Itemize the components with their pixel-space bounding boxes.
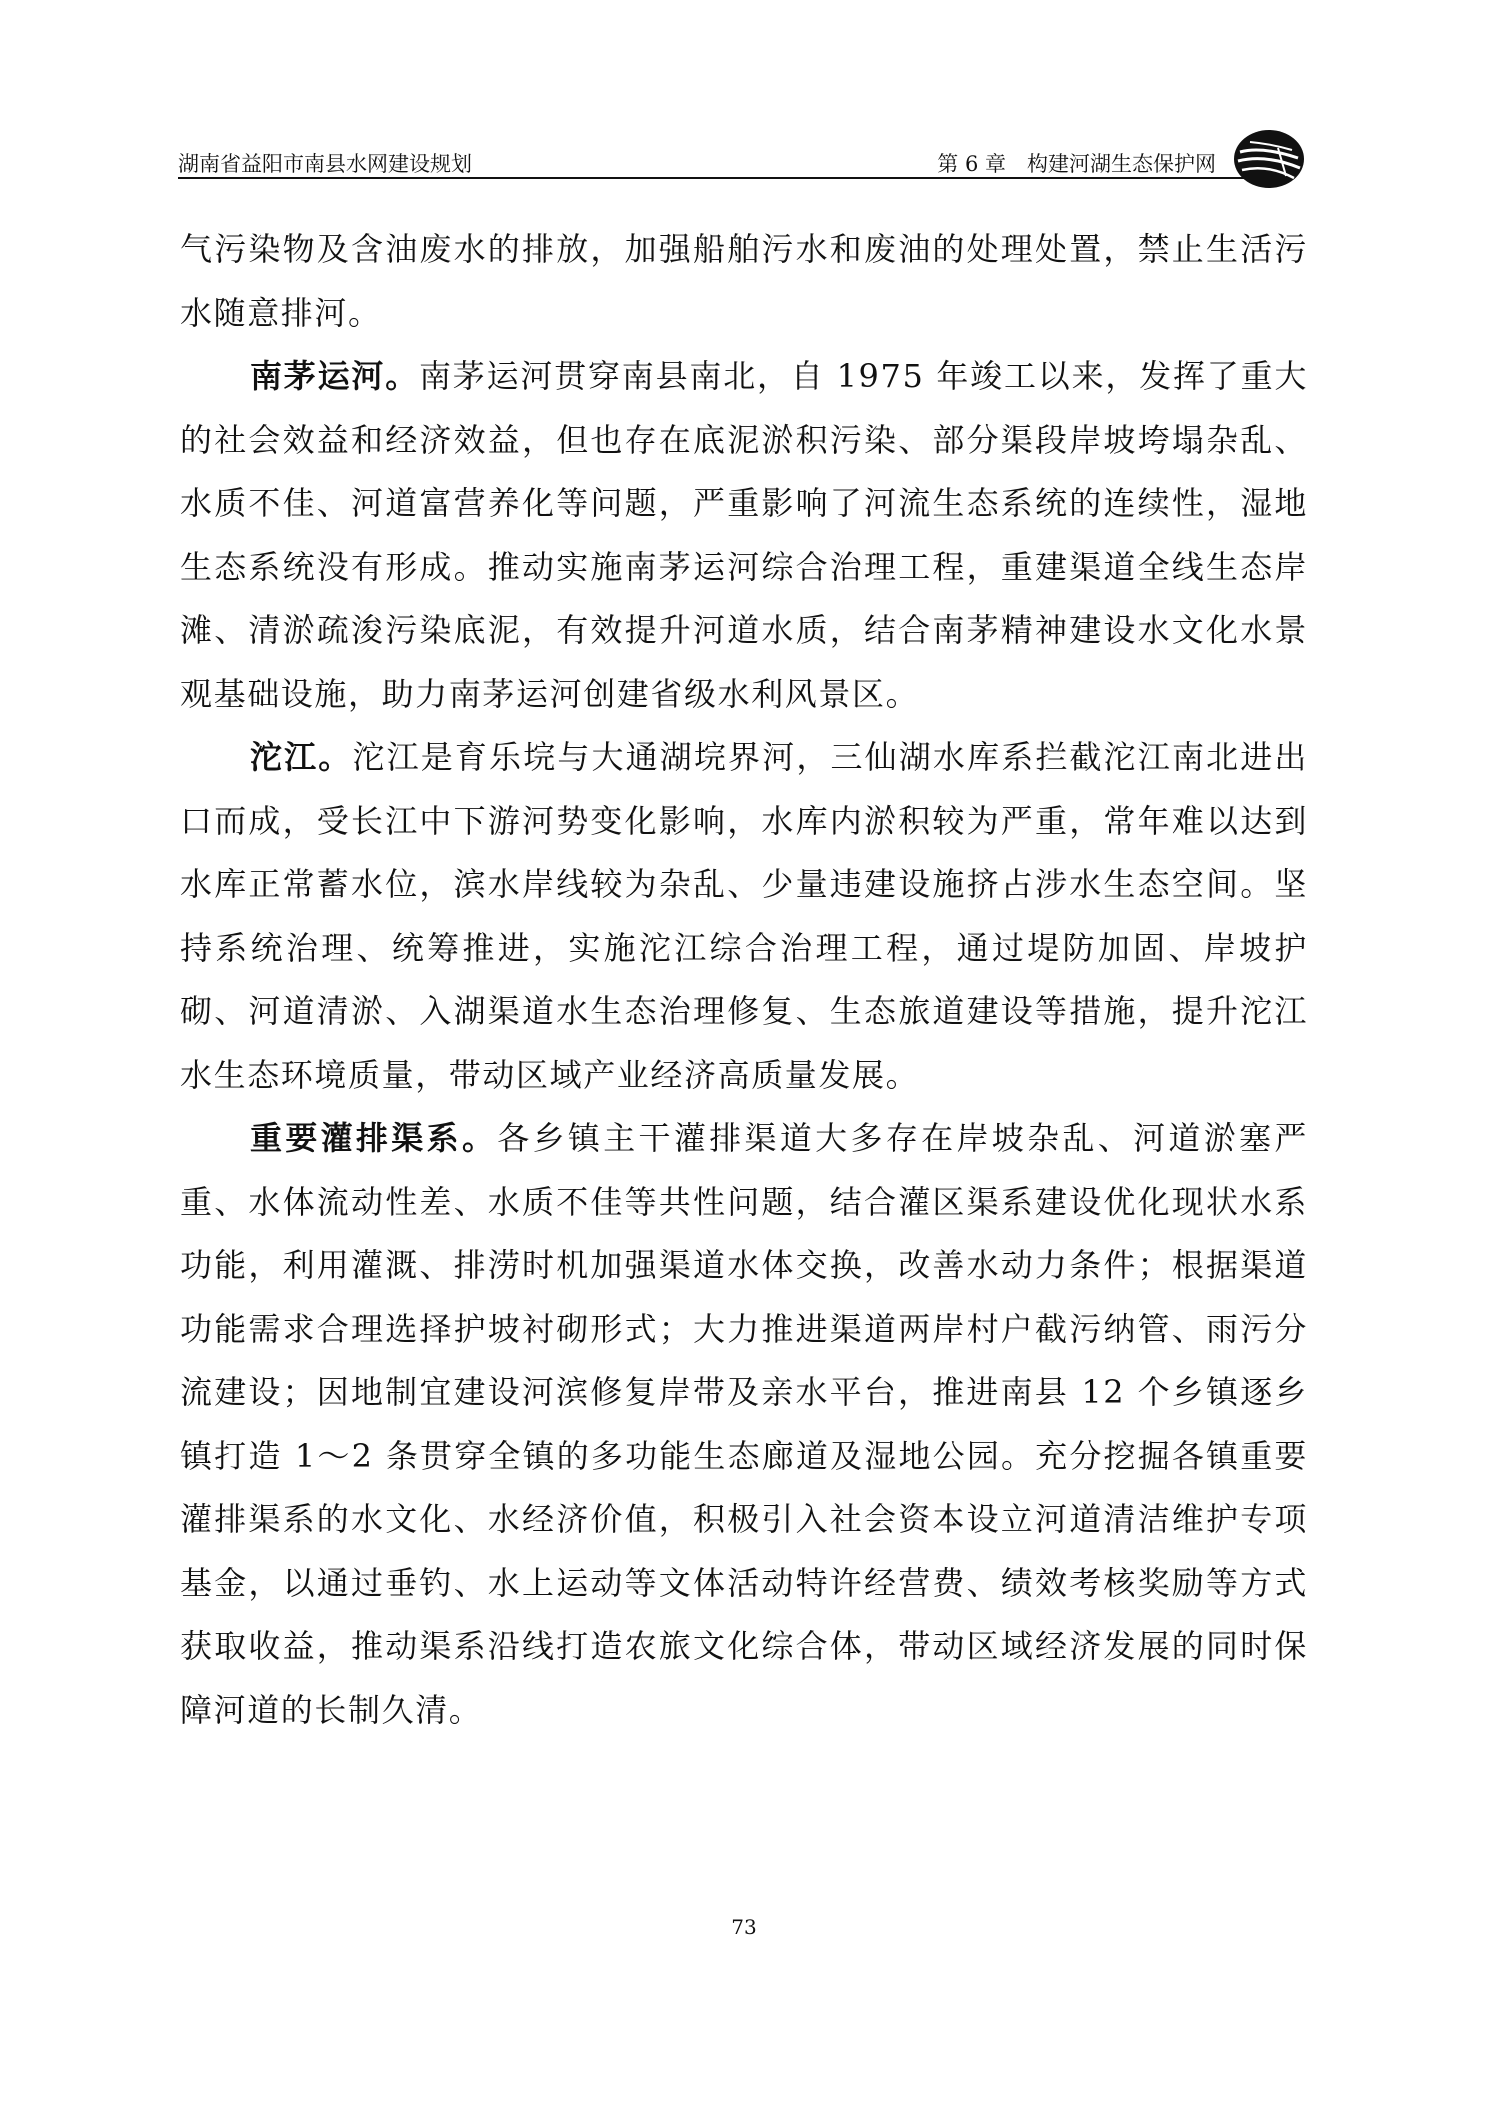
document-body bbox=[180, 218, 1308, 1742]
paragraph-heading: 南茅运河。 bbox=[250, 357, 419, 395]
paragraph-text: 气污染物及含油废水的排放，加强船舶污水和废油的处理处置，禁止生活污水随意排河。 bbox=[180, 230, 1308, 332]
header-chapter-title: 第 6 章 构建河湖生态保护网 bbox=[937, 152, 1216, 176]
paragraph-text: 各乡镇主干灌排渠道大多存在岸坡杂乱、河道淤塞严重、水体流动性差、水质不佳等共性问题，结合灌区渠系建设优化现状水系功能，利用灌溉、排涝时机加强渠道水体交换，改善水动力条件；根据渠道功能需求合理选择护坡衬砌形式；大力推进渠道两岸村户截污纳管、雨污分流建设；因地制宜建设河滨修复岸带及亲水平台，推进南县 12 个乡镇逐乡镇打造 1～2 条贯穿全镇的多功能生态廊道及湿地公园。充分挖掘各镇重要灌排渠系的水文化、水经济价值，积极引入社会资本设立河道清洁维护专项基金，以通过垂钓、水上运动等文体活动特许经营费、绩效考核奖励等方式获取收益，推动渠系沿线打造农旅文化综合体，带动区域经济发展的同时保障河道的长制久清。 bbox=[180, 1119, 1308, 1729]
paragraph-heading: 重要灌排渠系。 bbox=[250, 1119, 498, 1157]
paragraph-text: 沱江是育乐垸与大通湖垸界河，三仙湖水库系拦截沱江南北进出口而成，受长江中下游河势变化影响，水库内淤积较为严重，常年难以达到水库正常蓄水位，滨水岸线较为杂乱、少量违建设施挤占涉水生态空间。坚持系统治理、统筹推进，实施沱江综合治理工程，通过堤防加固、岸坡护砌、河道清淤、入湖渠道水生态治理修复、生态旅道建设等措施，提升沱江水生态环境质量，带动区域产业经济高质量发展。 bbox=[180, 738, 1308, 1094]
header-rule bbox=[178, 177, 1264, 179]
paragraph-tuojiang bbox=[180, 726, 1308, 1107]
page-number: 73 bbox=[731, 1915, 757, 1939]
paragraph-heading: 沱江。 bbox=[250, 738, 353, 776]
paragraph-continuation bbox=[180, 218, 1308, 345]
paragraph-text: 南茅运河贯穿南县南北，自 1975 年竣工以来，发挥了重大的社会效益和经济效益，但也存在底泥淤积污染、部分渠段岸坡垮塌杂乱、水质不佳、河道富营养化等问题，严重影响了河流生态系统的连续性，湿地生态系统没有形成。推动实施南茅运河综合治理工程，重建渠道全线生态岸滩、清淤疏浚污染底泥，有效提升河道水质，结合南茅精神建设水文化水景观基础设施，助力南茅运河创建省级水利风景区。 bbox=[180, 357, 1308, 713]
paragraph-nanmao-canal bbox=[180, 345, 1308, 726]
page-header bbox=[178, 122, 1306, 182]
water-network-logo-icon bbox=[1232, 128, 1306, 190]
paragraph-irrigation-drainage bbox=[180, 1107, 1308, 1742]
header-document-title: 湖南省益阳市南县水网建设规划 bbox=[178, 152, 472, 176]
